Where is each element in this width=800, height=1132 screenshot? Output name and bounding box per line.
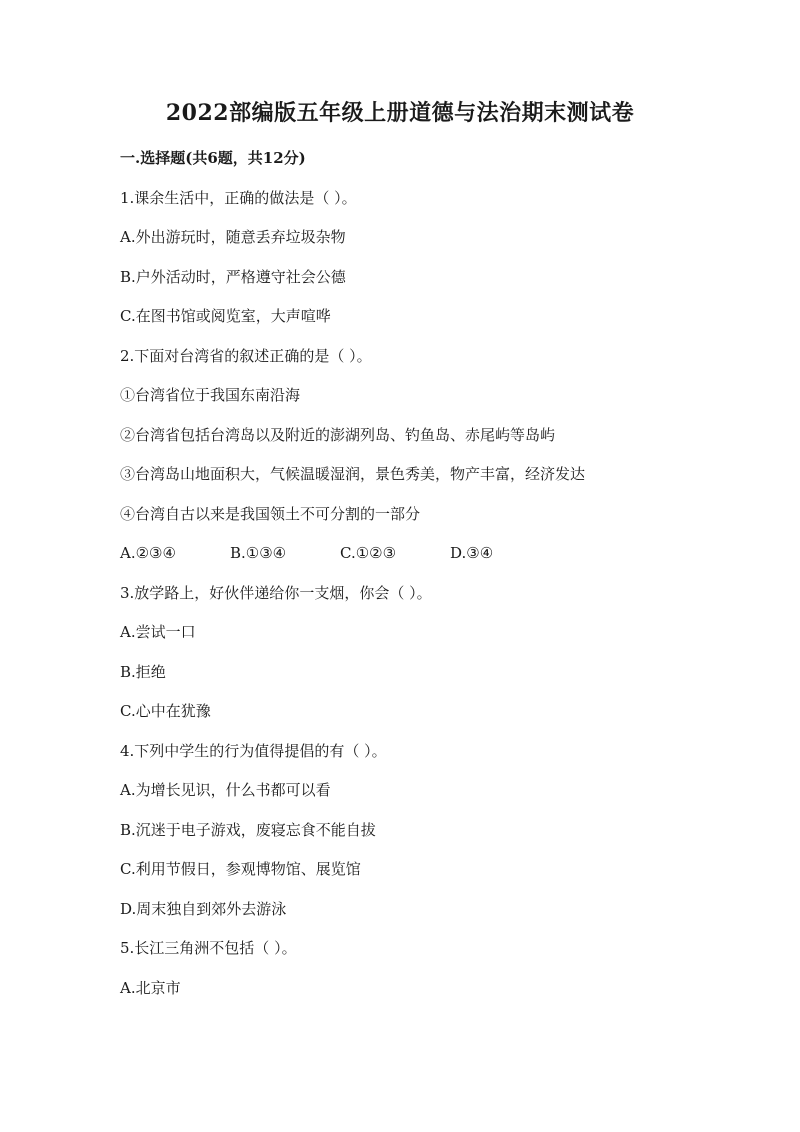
question-2-option-a: A.②③④ bbox=[120, 544, 176, 562]
section-heading: 一.选择题(共6题，共12分) bbox=[120, 149, 306, 167]
question-3-option-a: A.尝试一口 bbox=[120, 623, 196, 641]
exam-content bbox=[120, 146, 760, 1015]
question-3-stem: 3.放学路上，好伙伴递给你一支烟，你会（ ）。 bbox=[120, 583, 432, 602]
question-4-stem: 4.下列中学生的行为值得提倡的有（ ）。 bbox=[120, 741, 387, 760]
question-2-statement-4: ④台湾自古以来是我国领土不可分割的一部分 bbox=[120, 504, 421, 523]
page-title: 2022部编版五年级上册道德与法治期末测试卷 bbox=[165, 100, 635, 126]
question-3-option-b: B.拒绝 bbox=[120, 662, 166, 681]
question-4-option-b: B.沉迷于电子游戏，废寝忘食不能自拔 bbox=[120, 820, 376, 839]
question-1-option-c: C.在图书馆或阅览室，大声喧哗 bbox=[120, 307, 331, 325]
question-1-option-b: B.户外活动时，严格遵守社会公德 bbox=[120, 267, 346, 286]
question-4-option-d: D.周末独自到郊外去游泳 bbox=[120, 899, 287, 918]
question-2-statement-3: ③台湾岛山地面积大，气候温暖湿润，景色秀美，物产丰富，经济发达 bbox=[120, 465, 586, 483]
question-3-option-c: C.心中在犹豫 bbox=[120, 702, 211, 720]
question-2-option-d: D.③④ bbox=[450, 544, 494, 562]
question-2-option-c: C.①②③ bbox=[340, 544, 397, 562]
question-1-stem: 1.课余生活中，正确的做法是（ ）。 bbox=[120, 188, 357, 207]
question-4-option-a: A.为增长见识，什么书都可以看 bbox=[120, 781, 331, 799]
question-2-stem: 2.下面对台湾省的叙述正确的是（ ）。 bbox=[120, 346, 372, 365]
question-1-option-a: A.外出游玩时，随意丢弃垃圾杂物 bbox=[120, 228, 346, 246]
question-2-option-b: B.①③④ bbox=[230, 544, 287, 562]
question-5-option-a: A.北京市 bbox=[120, 978, 181, 997]
question-5-stem: 5.长江三角洲不包括（ ）。 bbox=[120, 939, 297, 957]
question-2-statement-2: ②台湾省包括台湾岛以及附近的澎湖列岛、钓鱼岛、赤尾屿等岛屿 bbox=[120, 425, 556, 444]
question-4-option-c: C.利用节假日，参观博物馆、展览馆 bbox=[120, 860, 361, 878]
question-2-statement-1: ①台湾省位于我国东南沿海 bbox=[120, 386, 301, 404]
question-2-options bbox=[120, 541, 760, 581]
